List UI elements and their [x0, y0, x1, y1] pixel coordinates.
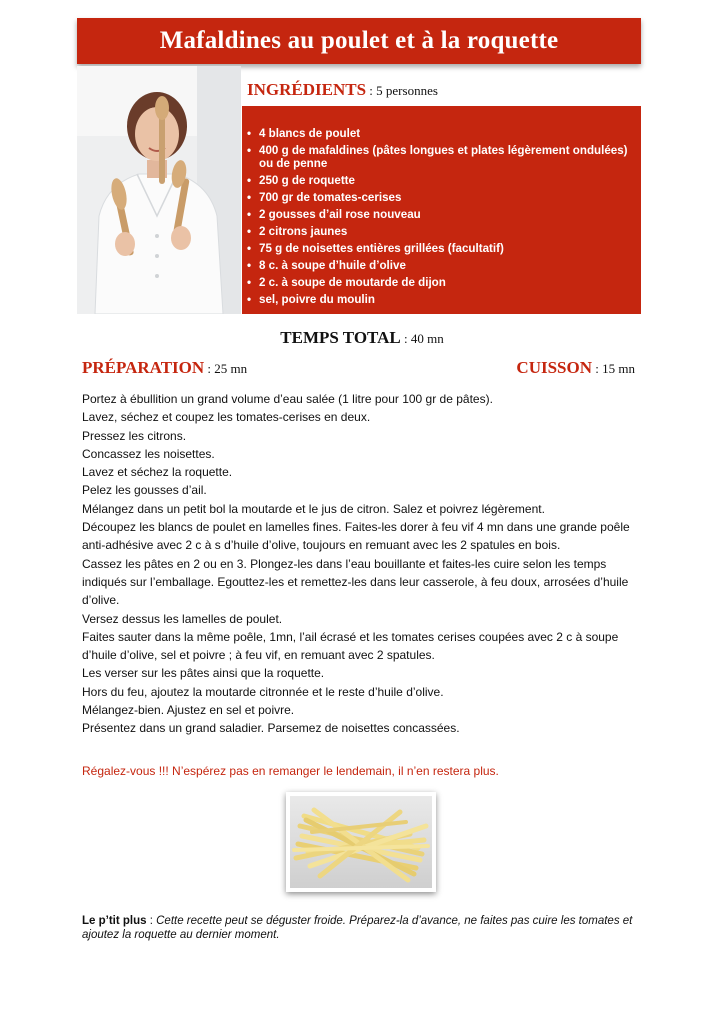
ingredient-item: • 700 gr de tomates-cerises — [247, 191, 637, 204]
ingredient-item: • 250 g de roquette — [247, 174, 637, 187]
tip-label: Le p’tit plus — [82, 915, 147, 927]
ingredient-item: • 400 g de mafaldines (pâtes longues et plates légèrement ondulées) ou de penne — [247, 144, 637, 170]
closing-note: Régalez-vous !!! N’espérez pas en remanger le lendemain, il n’en restera plus. — [82, 764, 499, 778]
preparation-steps — [82, 390, 647, 738]
preparation-value: : 25 mn — [204, 361, 248, 376]
step: Cassez les pâtes en 2 ou en 3. Plongez-les dans l’eau bouillante et faites-les cuire selon les temps indiqués sur l’emballage. Egouttez-les et remettez-les dans leur casserole, à feu doux, arrosées d’huile d’olive. — [82, 556, 629, 608]
step: Présentez dans un grand saladier. Parsemez de noisettes concassées. — [82, 721, 460, 736]
cooking-time — [516, 358, 635, 378]
step: Découpez les blancs de poulet en lamelles fines. Faites-les dorer à feu vif 4 mn dans une grande poêle anti-adhésive avec 2 c à s d’huile d’olive, toujours en remuant avec les 2 spatules en bois. — [82, 520, 630, 553]
step: Versez dessus les lamelles de poulet. — [82, 611, 283, 626]
tip — [82, 914, 642, 942]
ingredients-box — [242, 106, 641, 314]
step: Les verser sur les pâtes ainsi que la roquette. — [82, 666, 325, 681]
cooking-label: CUISSON — [516, 358, 593, 377]
ingredients-heading — [247, 80, 438, 100]
step: Concassez les noisettes. — [82, 446, 215, 461]
pasta-photo — [286, 792, 436, 892]
ingredient-item: • sel, poivre du moulin — [247, 293, 637, 306]
servings: : 5 personnes — [366, 83, 438, 98]
step: Mélangez dans un petit bol la moutarde et le jus de citron. Salez et poivrez légèrement. — [82, 501, 545, 516]
ingredient-item: • 8 c. à soupe d’huile d’olive — [247, 259, 637, 272]
mafaldine-pasta-illustration — [290, 796, 432, 888]
chef-illustration — [77, 66, 241, 314]
step: Lavez et séchez la roquette. — [82, 465, 233, 480]
chef-photo — [77, 66, 241, 314]
total-time-value: : 40 mn — [400, 331, 444, 346]
ingredient-item: • 2 gousses d’ail rose nouveau — [247, 208, 637, 221]
step: Faites sauter dans la même poêle, 1mn, l’ail écrasé et les tomates cerises coupées avec 2 c à soupe d’huile d’olive, sel et poivre ; à feu vif, en remuant avec 2 spatules. — [82, 629, 619, 663]
ingredient-item: • 2 citrons jaunes — [247, 225, 637, 238]
step: Pressez les citrons. — [82, 428, 187, 443]
cooking-value: : 15 mn — [592, 361, 635, 376]
ingredient-item: • 75 g de noisettes entières grillées (facultatif) — [247, 242, 637, 255]
total-time-label: TEMPS TOTAL — [280, 328, 401, 347]
ingredient-item: • 4 blancs de poulet — [247, 127, 637, 140]
ingredients-list — [247, 127, 637, 310]
ingredients-label: INGRÉDIENTS — [247, 80, 367, 99]
preparation-label: PRÉPARATION — [82, 358, 205, 377]
pasta-photo-inner — [290, 796, 432, 888]
step: Hors du feu, ajoutez la moutarde citronnée et le reste d’huile d’olive. — [82, 684, 444, 699]
preparation-time — [82, 358, 247, 378]
tip-separator: : — [146, 915, 157, 927]
title-banner — [77, 18, 641, 64]
step: Lavez, séchez et coupez les tomates-cerises en deux. — [82, 410, 371, 425]
tip-text: Cette recette peut se déguster froide. Préparez-la d’avance, ne faites pas cuire les tomates et ajoutez la roquette au dernier moment. — [82, 915, 633, 941]
ingredient-item: • 2 c. à soupe de moutarde de dijon — [247, 276, 637, 289]
step: Pelez les gousses d’ail. — [82, 483, 207, 498]
total-time — [0, 328, 724, 348]
step: Mélangez-bien. Ajustez en sel et poivre. — [82, 703, 295, 718]
recipe-title: Mafaldines au poulet et à la roquette — [159, 27, 559, 54]
step: Portez à ébullition un grand volume d’eau salée (1 litre pour 100 gr de pâtes). — [82, 392, 493, 406]
